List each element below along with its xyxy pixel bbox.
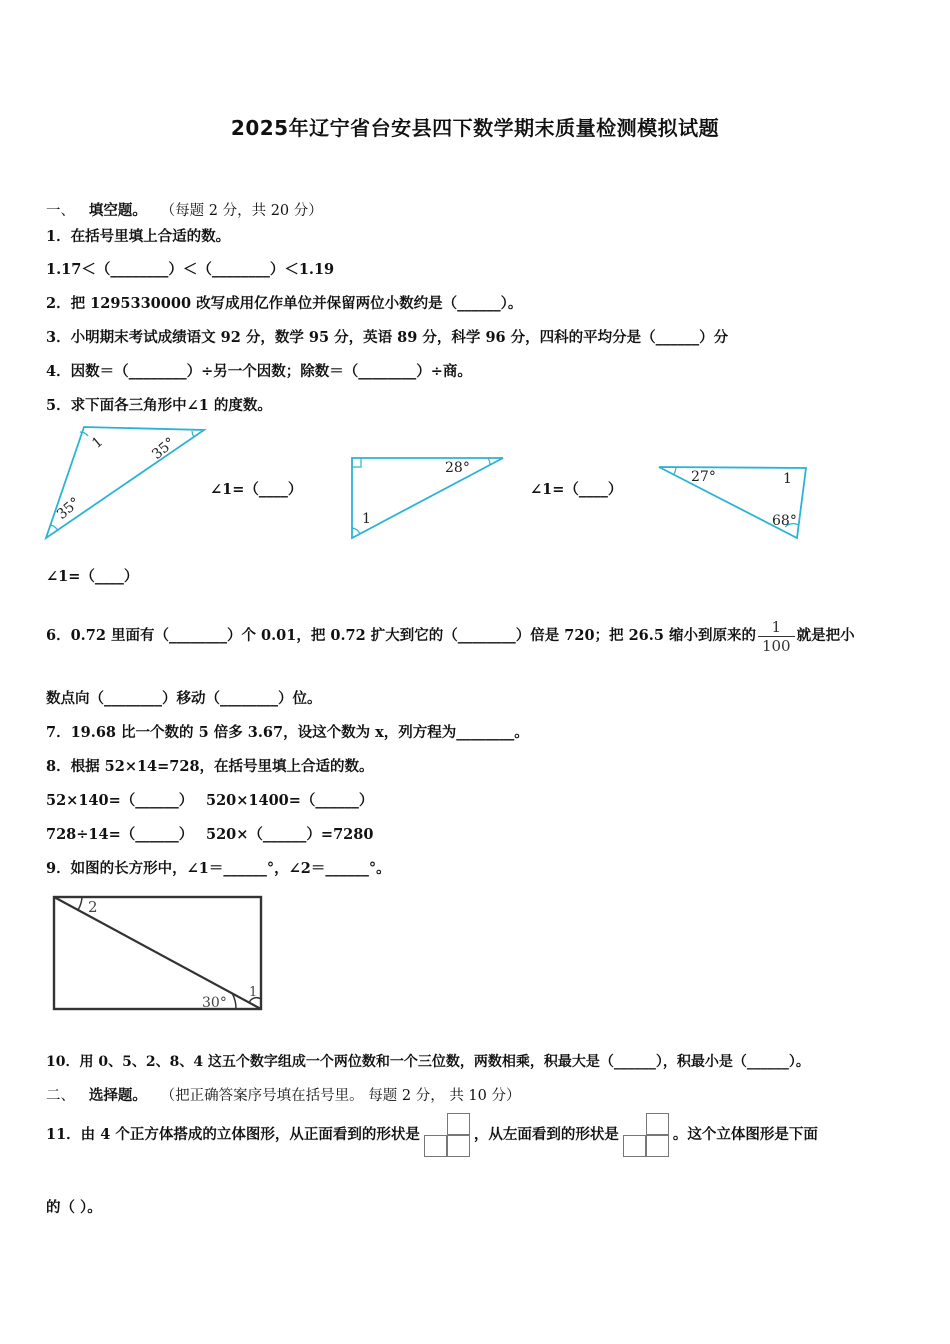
question-8-a: 52×140=（______）	[46, 792, 194, 809]
question-2: 2．把 1295330000 改写成用亿作单位并保留两位小数约是（______）。	[46, 295, 523, 312]
left-view-bottom-left-square	[623, 1135, 646, 1157]
section-2-number: 二、	[46, 1088, 75, 1104]
triangle-1-arc-right	[192, 431, 194, 437]
triangle-3-label-27: 27°	[691, 469, 716, 485]
rectangle-label-30: 30°	[202, 995, 227, 1011]
question-11-part-2: ，从左面看到的形状是	[473, 1126, 619, 1143]
front-view-shape	[422, 1111, 472, 1159]
front-view-bottom-right-square	[447, 1135, 470, 1157]
left-view-shape	[621, 1111, 671, 1159]
front-view-top-square	[447, 1113, 470, 1135]
section-2-header	[46, 1086, 521, 1106]
question-10: 10．用 0、5、2、8、4 这五个数字组成一个两位数和一个三位数，两数相乘，积最大是（______），积最小是（______）。	[46, 1054, 810, 1070]
triangle-3-arc-left	[674, 467, 676, 474]
question-9-text: 9．如图的长方形中，∠1＝______°，∠2＝______°。	[46, 860, 391, 877]
triangle-2-shape	[352, 458, 503, 538]
angle-2-arc	[78, 897, 82, 910]
fraction-numerator: 1	[758, 618, 795, 637]
triangle-2-arc-right	[488, 458, 490, 465]
rectangle-label-1: 1	[249, 985, 258, 1000]
question-5-text: 5．求下面各三角形中∠1 的度数。	[46, 397, 272, 414]
rectangle-label-2: 2	[88, 898, 98, 916]
question-5-answer-1: ∠1=（____）	[210, 481, 303, 498]
question-4: 4．因数＝（________）÷另一个因数；除数＝（________）÷商。	[46, 363, 472, 380]
front-view-bottom-left-square	[424, 1135, 447, 1157]
question-11-part-3: 。这个立体图形是下面	[672, 1126, 818, 1143]
triangle-2	[352, 458, 503, 538]
question-11-line-1	[46, 1110, 818, 1160]
question-5-answer-3: ∠1=（____）	[46, 568, 139, 585]
question-8-text: 8．根据 52×14=728，在括号里填上合适的数。	[46, 758, 374, 775]
section-1-note: （每题 2 分，共 20 分）	[160, 203, 323, 219]
triangle-1-label-1: 1	[89, 433, 107, 452]
section-1-number: 一、	[46, 203, 75, 219]
question-11-line-2: 的（ ）。	[46, 1199, 102, 1216]
triangle-3-label-68: 68°	[772, 513, 797, 529]
triangle-1-arc-bottom	[51, 525, 58, 531]
question-6-line-1	[46, 603, 855, 669]
triangle-1-label-35-top: 35°	[149, 434, 179, 463]
fraction-one-hundredth	[758, 618, 795, 655]
rectangle-diagonal	[54, 897, 261, 1009]
question-1-expression: 1.17＜（________）＜（________）＜1.19	[46, 261, 335, 278]
fraction-denominator: 100	[761, 636, 791, 655]
question-3: 3．小明期末考试成绩语文 92 分，数学 95 分，英语 89 分，科学 96 分，四科的平均分是（______）分	[46, 329, 729, 346]
page-title: 2025年辽宁省台安县四下数学期末质量检测模拟试题	[230, 116, 720, 140]
question-8-d: 520×（______）=7280	[206, 826, 374, 843]
triangle-3	[659, 467, 806, 538]
triangle-1-label-35-bottom: 35°	[54, 494, 84, 523]
left-view-top-square	[646, 1113, 669, 1135]
question-1-text: 1．在括号里填上合适的数。	[46, 228, 231, 245]
triangle-3-label-1: 1	[783, 471, 792, 487]
question-6-line-2: 数点向（________）移动（________）位。	[46, 690, 322, 707]
rectangle-figure	[54, 897, 261, 1011]
left-view-bottom-right-square	[646, 1135, 669, 1157]
triangle-1	[46, 427, 204, 538]
triangle-2-label-1: 1	[362, 511, 371, 527]
question-7: 7．19.68 比一个数的 5 倍多 3.67，设这个数为 x，列方程为________。	[46, 724, 529, 741]
section-2-note: （把正确答案序号填在括号里。 每题 2 分， 共 10 分）	[160, 1088, 521, 1104]
triangle-2-label-28: 28°	[445, 460, 470, 476]
question-11-part-1: 11．由 4 个正方体搭成的立体图形，从正面看到的形状是	[46, 1126, 420, 1143]
triangle-1-shape	[46, 427, 204, 538]
triangle-2-right-angle-mark	[352, 458, 361, 467]
section-2-name: 选择题。	[88, 1087, 147, 1104]
question-6-part-1: 6．0.72 里面有（________）个 0.01，把 0.72 扩大到它的（________）倍是 720；把 26.5 缩小到原来的	[46, 627, 756, 644]
section-1-name: 填空题。	[88, 202, 147, 219]
triangle-2-arc-bottom	[352, 528, 360, 534]
question-5-answer-2: ∠1=（____）	[530, 481, 623, 498]
question-8-c: 728÷14=（______）	[46, 826, 194, 843]
question-6-part-2: 就是把小	[796, 627, 855, 644]
question-8-b: 520×1400=（______）	[206, 792, 374, 809]
